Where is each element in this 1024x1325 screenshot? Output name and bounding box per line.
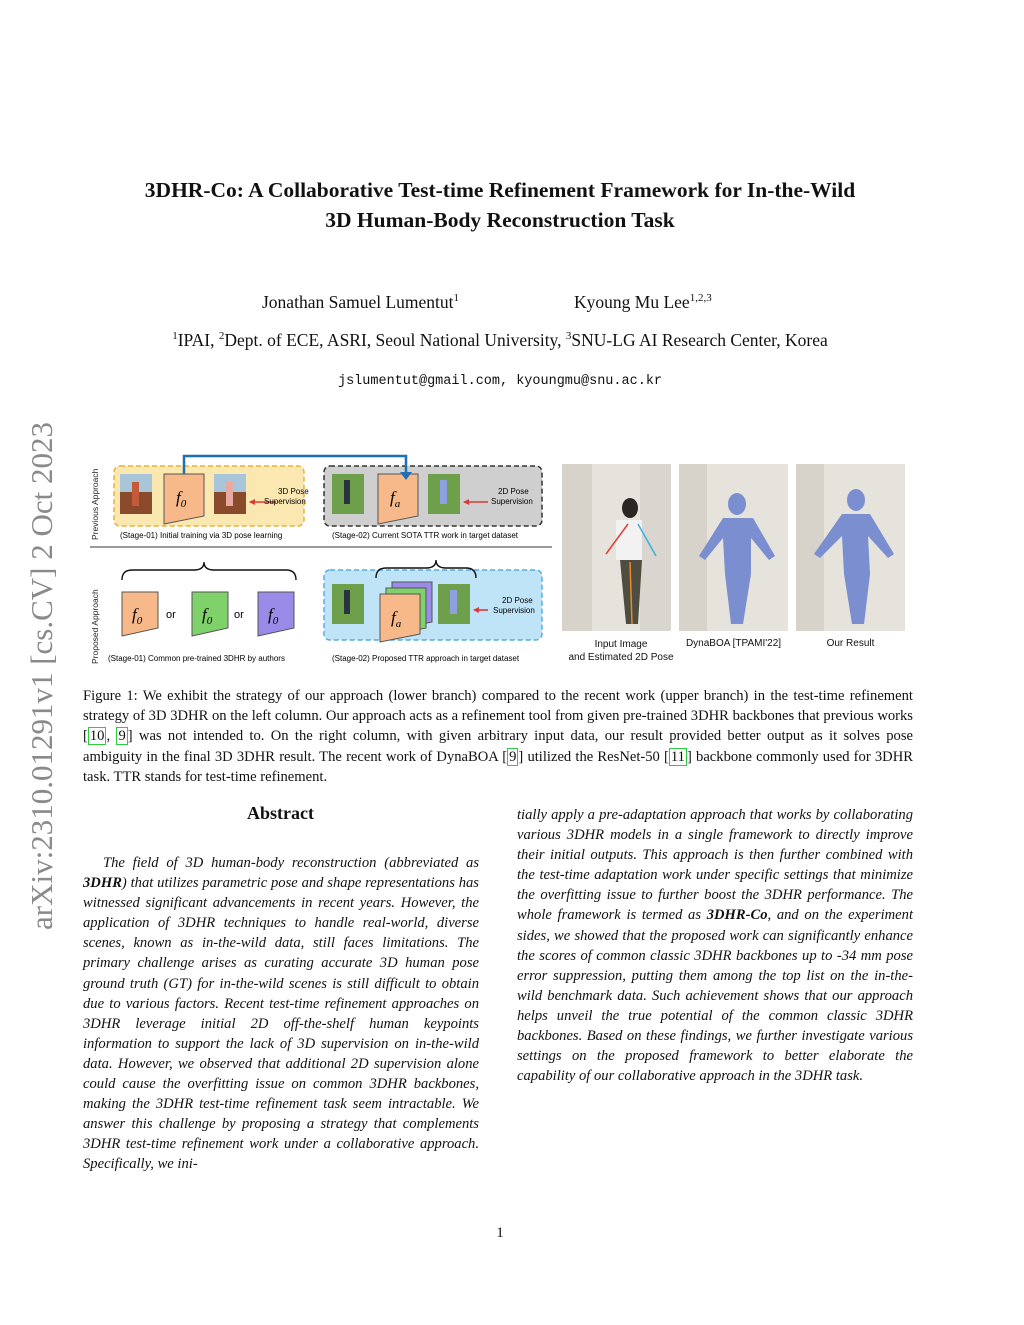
- ref-9[interactable]: 9: [118, 728, 126, 745]
- sup-2d-l2-prop: Supervision: [493, 606, 535, 615]
- or-text-2: or: [234, 609, 244, 621]
- ref-11[interactable]: 11: [670, 748, 685, 765]
- photo-label-input: [562, 638, 680, 664]
- author-1-name: Jonathan Samuel Lumentut: [262, 292, 454, 312]
- prop-fa-label: $f_a$: [391, 608, 402, 630]
- paper-title: [60, 175, 940, 235]
- figure-1-diagram: [86, 440, 556, 668]
- author-emails: jslumentut@gmail.com, kyoungmu@snu.ac.kr: [337, 374, 663, 389]
- affil-sup-3: 3: [565, 330, 572, 343]
- photo-input-2d-pose: [562, 464, 671, 631]
- affil-sup-1: 1: [172, 330, 178, 343]
- stage-prev-2: (Stage-02) Current SOTA TTR work in target dataset: [332, 531, 518, 540]
- affil-2: Dept. of ECE, ASRI, Seoul National University,: [224, 330, 566, 350]
- page-number: 1: [496, 1225, 504, 1241]
- prop-f0-orange: [122, 592, 158, 636]
- affil-sup-2: 2: [218, 330, 225, 343]
- prev-target-photo-1: [332, 474, 364, 514]
- abbrev-3dhr: 3DHR: [83, 875, 122, 892]
- arxiv-id: arXiv:2310.01291v1 [cs.CV] 2 Oct 2023: [24, 422, 59, 930]
- ref-9-b[interactable]: 9: [509, 748, 517, 765]
- label-previous-approach: Previous Approach: [90, 468, 100, 540]
- prev-target-photo-2: [428, 474, 460, 514]
- author-1-sup: 1: [453, 292, 459, 305]
- prop-target-photo-2: [438, 584, 470, 624]
- label-proposed-approach: Proposed Approach: [90, 589, 100, 664]
- photo-dynaboa: [679, 464, 788, 631]
- title-line-2: 3D Human-Body Reconstruction Task: [325, 208, 675, 232]
- prev-f0-label: $f_0$: [176, 488, 187, 510]
- abstract-column-2: tially apply a pre-adaptation approach that works by collaborating various 3DHR models in a single framework to directly improve their initial outputs. This approach is then further combined with the test-time adaptation work under specific settings that minimize the overfitting issue to further boost the 3DHR performance. The whole framework is termed as 3DHR-Co, and on the experiment sides, we showed that the proposed work can significantly enhance the scores of common classic 3DHR backbones up to -34 mm pose error suppression, putting them among the top list on the in-the-wild benchmark data. Such achievement shows that our approach helps unveil the true potential of the common classic 3DHR backbones. Based on these findings, we further investigate various settings on the proposed framework to better elaborate the capability of our collaborative approach in the 3DHR task.: [517, 807, 913, 1085]
- ref-10[interactable]: 10: [89, 728, 105, 745]
- author-2-name: Kyoung Mu Lee: [574, 292, 690, 312]
- prev-input-photo: [120, 474, 152, 514]
- prev-output-photo: [214, 474, 246, 514]
- sup-3d-l2: Supervision: [264, 497, 306, 506]
- prop-brace: [122, 562, 296, 580]
- prop-f0-orange-label: $f_0$: [132, 605, 143, 627]
- stage-prop-1: (Stage-01) Common pre-trained 3DHR by authors: [108, 654, 285, 663]
- sup-2d-l1-prop: 2D Pose: [502, 596, 533, 605]
- author-1: [262, 292, 459, 313]
- author-2: [574, 292, 712, 313]
- sup-3d-l1: 3D Pose: [278, 487, 309, 496]
- title-line-1: 3DHR-Co: A Collaborative Test-time Refinement Framework for In-the-Wild: [144, 178, 856, 202]
- stage-prev-1: (Stage-01) Initial training via 3D pose learning: [120, 531, 283, 540]
- sup-2d-l1-prev: 2D Pose: [498, 487, 529, 496]
- photo-label-dynaboa: DynaBOA [TPAMI'22]: [685, 638, 782, 649]
- framework-name: 3DHR-Co: [706, 907, 768, 924]
- photo-our-result: [796, 464, 905, 631]
- prop-target-photo-1: [332, 584, 364, 624]
- prop-f0-purple: [258, 592, 294, 636]
- photo-label-ours: Our Result: [826, 638, 875, 649]
- prop-f0-purple-label: $f_0$: [268, 605, 279, 627]
- affil-1: IPAI,: [177, 330, 219, 350]
- stage-prop-2: (Stage-02) Proposed TTR approach in target dataset: [332, 654, 520, 663]
- prop-f0-green: [192, 592, 228, 636]
- affiliations: [60, 330, 940, 351]
- sup-2d-l2-prev: Supervision: [491, 497, 533, 506]
- or-text-1: or: [166, 609, 176, 621]
- photo-label-input-line2: and Estimated 2D Pose: [568, 652, 674, 663]
- author-2-sup: 1,2,3: [689, 292, 712, 305]
- photo-label-input-line1: Input Image: [594, 639, 648, 650]
- affil-3: SNU-LG AI Research Center, Korea: [571, 330, 828, 350]
- abstract-heading: Abstract: [247, 803, 314, 823]
- prev-fa-label: $f_a$: [390, 488, 401, 510]
- figure-1-caption: Figure 1: We exhibit the strategy of our approach (lower branch) compared to the recent work (upper branch) in the test-time refinement strategy of 3D 3DHR on the left column. Our approach acts as a refinement tool from given pre-trained 3DHR backbones that previous works [ 10 , 9 ] was not intended to. On the right column, with given arbitrary input data, our result provided better output as it solves pose ambiguity in the final 3D 3DHR result. The recent work of DynaBOA [ 9 ] utilized the ResNet-50 [ 11 ] backbone commonly used for 3DHR task. TTR stands for test-time refinement.: [83, 688, 914, 785]
- prop-f0-green-label: $f_0$: [202, 605, 213, 627]
- abstract-column-1: The field of 3D human-body reconstruction (abbreviated as 3DHR) that utilizes parametric pose and shape representations has witnessed significant advancements in recent years. However, the application of 3DHR techniques to handle real-world, diverse scenes, known as in-the-wild data, still faces limitations. The primary challenge arises as curating accurate 3D human pose ground truth (GT) for in-the-wild scenes is still difficult to obtain due to various factors. Recent test-time refinement approaches on 3DHR leverage initial 2D off-the-shelf human keypoints information to support the lack of 3D supervision on in-the-wild data. However, we observed that additional 2D supervision alone could cause the overfitting issue on common 3DHR backbones, making the 3DHR test-time refinement task seem intractable. We answer this challenge by proposing a strategy that complements 3DHR test-time refinement work under a collaborative approach. Specifically, we ini-: [83, 855, 479, 1173]
